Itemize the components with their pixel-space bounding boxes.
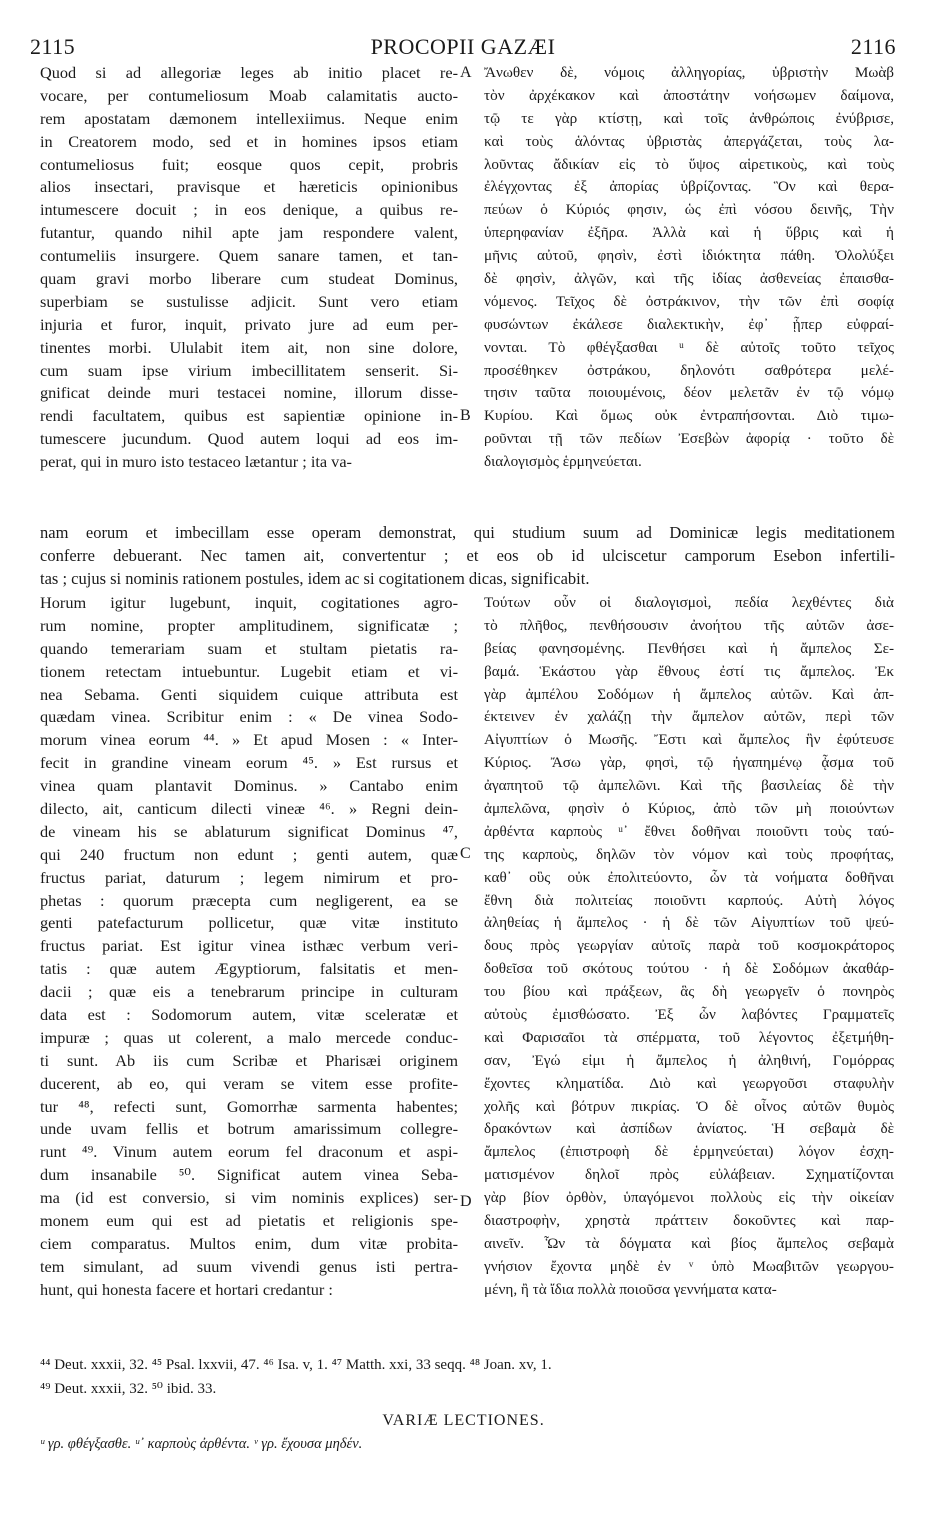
text-line: qui 240 fructum non edunt ; genti autem, quæ [40,844,458,864]
text-line: προσέθηκεν ὀστράκου, δηλονότι σαθρότερα μελέ- [484,361,894,379]
text-line: dacii ; quæ eis a tenebrarum principe in culturam [40,982,458,1002]
text-line: Ἄνωθεν δὲ, νόμοις ἀλληγορίας, ὑβριστὴν Μωὰβ [484,64,894,81]
margin-letter-b: B [460,407,471,424]
footnote-line-1: ⁴⁴ Deut. xxxii, 32. ⁴⁵ Psal. lxxvii, 47. ⁴⁶ Isa. v, 1. ⁴⁷ Matth. xxi, 33 seqq. ⁴⁸ Joan. xv, 1. [40,1357,552,1373]
greek-column-top [484,62,894,474]
text-line: ματισμένον δηλοῖ πρὸς εὐλάβειαν. Σχηματίζονται [484,1166,894,1184]
margin-letter-c: C [460,845,471,862]
text-line: alios insectari, pravisque et hæreticis opinionibus [40,177,458,197]
running-title: PROCOPII GAZÆI [370,34,556,59]
text-line: in Creatorem modo, sed et in homines ipsos etiam [40,131,458,151]
text-line: τὸ πλῆθος, πενθήσουσιν ἀνοήτου τῆς αὐτῶν ἀσε- [484,616,894,634]
text-line: data est : Sodomorum autem, vitæ sceleratæ et [40,1005,458,1025]
text-line: cum suam ipse virium imbecillitatem senserit. Si- [40,360,458,380]
text-line: ἀμπελῶνα, φησὶν ὁ Κύριος, ἀπὸ τῶν μὴ ποιούντων [484,800,894,818]
text-line: tur ⁴⁸, refecti sunt, Gomorrhæ sarmenta habentes; [40,1096,458,1116]
text-line: διαλογισμὸς ἑρμηνεύεται. [484,453,642,471]
text-line: ducerent, ab eo, qui veram se vitem esse profite- [40,1073,458,1093]
text-line: δοθεῖσα τοῦ σκότους τούτου · ἡ δὲ Σοδόμων ἀκαθάρ- [484,960,894,978]
greek-column-bottom [484,592,894,1302]
text-line: contumeliis insurgere. Quem sanare tamen, et tan- [40,246,458,266]
text-line: futantur, quando nihil apte jam respondere valent, [40,223,458,243]
text-line: fructus pariat, daturum ; legem nimirum et pro- [40,867,458,887]
latin-column-bottom [40,592,458,1302]
text-line: dum insanabile ⁵⁰. Significat autem vinea Seba- [40,1165,458,1185]
latin-column-top [40,62,458,474]
variae-lectiones-heading: VARIÆ LECTIONES. [382,1412,545,1429]
text-line: ma (id est conversio, si vim nominis explices) ser- [40,1188,458,1208]
text-line: ἀρθέντα καρποὺς ᵘ᾽ ἔθνει δοθῆναι ποιοῦντι τοὺς ταύ- [484,822,894,840]
text-line: impuræ ; quas ut colerent, a malo mercede conduc- [40,1027,458,1047]
text-line: νονται. Τὸ φθέγξασθαι ᵘ δὲ αὐτοῖς τοῦτο τεῖχος [484,338,894,356]
text-line: έκτεινεν ἐν χαλάζῃ τὴν ἄμπελον αὐτῶν, περὶ τῶν [484,708,894,726]
text-line: αὐτοὺς ἐμισθώσατο. Ἐξ ὧν λαβόντες Γραμματεῖς [484,1006,894,1024]
text-line: unde uvam fellis et botrum amarissimum collegre- [40,1119,458,1139]
text-line: καὶ Φαρισαῖοι τὰ σπέρματα, τοῦ λέγοντος ἐξετμήθη- [484,1028,894,1046]
text-line: morum vinea eorum ⁴⁴. » Et apud Mosen : « Inter- [40,730,458,750]
right-page-number: 2116 [850,34,896,59]
text-line: fecit in grandine vineam eorum ⁴⁵. » Est rursus et [40,753,458,773]
text-line: δους πρὸς γεωργίαν αὐτοῖς παρὰ τοῦ κοσμοκράτορος [484,937,894,955]
text-line: ροῦνται τῇ τῶν πεδίων Ἐσεβὼν ἀφορίᾳ · τοῦτο δὲ [484,430,894,448]
text-line: αινεῖν. Ὧν τὰ δόγματα καὶ βίος ἄμπελος σεβαμὰ [484,1234,894,1252]
text-line: ἄμπελος (ἐπιστροφὴ δὲ ἑρμηνεύεται) λόγον ἐσχη- [484,1143,894,1161]
text-line: Horum igitur lugebunt, inquit, cogitationes agro- [40,593,458,612]
text-line: ἀληθείας ἡ ἄμπελος · ἡ δὲ τῶν Αἰγυπτίων τοῦ ψεύ- [484,914,894,932]
text-line: quam gravi morbo liberare cum studeat Dominus, [40,269,458,289]
text-line: ti sunt. Ab iis cum Scribæ et Pharisæi originem [40,1050,458,1070]
text-line: quædam vinea. Scribitur enim : « De vinea Sodo- [40,707,458,727]
text-line: nam eorum et imbecillam esse operam demonstrat, qui studium suum ad Dominicæ legis meditationem [40,523,895,542]
text-line: tionem retectam intuebuntur. Lugebit etiam et vi- [40,661,458,681]
text-line: χολῆς καὶ βότρυν πικρίας. Ὁ δὲ οἶνος αὐτῶν θυμὸς [484,1097,894,1115]
text-line: γνήσιον ἔχοντα μηδὲ ἐν ᵛ ὑπὸ Μωαβιτῶν γεωργου- [484,1257,894,1275]
text-line: φυσώντων ἐκάλεσε διαλεκτικὴν, ἐφ᾽ ᾗπερ εὐφραί- [484,315,894,333]
text-line: runt ⁴⁹. Vinum autem eorum fel draconum et aspi- [40,1142,458,1162]
text-line: phetas : quorum præcepta cum negligerent, ea se [40,890,458,910]
text-line: injuria et furor, inquit, privato jure ad eum per- [40,314,458,334]
text-line: διαστροφὴν, χρηστὰ πράττειν δοκοῦντες καὶ παρ- [484,1212,894,1230]
text-line: ἀγαπητοῦ τῷ ἀμπελῶνι. Καὶ τῆς βασιλείας δὲ τὴν [484,777,894,795]
text-line: γὰρ ἀμπέλου Σοδόμων ἡ ἄμπελος αὐτῶν. Καὶ ἀπ- [484,685,894,703]
left-page-number: 2115 [30,34,76,59]
text-line: ὑπερηφανίαν ἐξῆρα. Ἀλλὰ καὶ ἡ ὕβρις καὶ ἡ [484,224,894,242]
text-line: τὸν ἀρχέκακον καὶ ἀποστάτην νοήσωμεν δαίμονα, [484,86,894,104]
latin-full-width-paragraph [40,522,895,591]
text-line: tas ; cujus si nominis rationem postules, idem ac si cogitationem dicas, significabit. [40,568,590,588]
text-line: vinea quam plantavit Dominus. » Cantabo enim [40,776,458,796]
text-line: δὲ φησὶν, ἀλγῶν, καὶ τῆς ἰδίας ἀσθενείας ἐπαισθα- [484,270,894,288]
text-line: λοῦντας ἄδικίαν εἰς τὸ ὕψος αἱρετικοὺς, καὶ τοὺς [484,155,894,173]
text-line: rendi facultatem, quibus est sapientiæ opinione in- [40,406,458,426]
text-line: Quod si ad allegoriæ leges ab initio placet re- [40,63,458,82]
text-line: tem simulant, ad suum vivendi genus isti pertra- [40,1256,458,1276]
text-line: nea Sebama. Genti siquidem cuique attributa est [40,684,458,704]
text-line: Τούτων οὖν οἱ διαλογισμοὶ, πεδία λεχθέντες διὰ [484,594,894,611]
text-line: perat, qui in muro isto testaceo lætantur ; ita va- [40,452,352,472]
text-line: Κύριος. Ἄσω γὰρ, φησὶ, τῷ ἠγαπημένῳ ᾆσμα τοῦ [484,754,894,772]
text-line: Κυρίου. Καὶ ὅμως οὐκ ἐντραπήσονται. Διὸ τιμω- [484,407,894,425]
text-line: ἔχοντες κληματίδα. Διὸ καὶ γεωργοῦσι σταφυλὴν [484,1074,894,1092]
text-line: τησιν ταῦτα ποιουμένοις, δέον μελετᾶν ἐν τῷ νόμῳ [484,384,894,402]
text-line: de vineam his se ablaturum significat Dominus ⁴⁷, [40,821,458,841]
variae-lectiones-notes: ᵘ γρ. φθέγξασθε. ᵘ᾽ καρποὺς ἀρθέντα. ᵛ γρ. ἔχουσα μηδέν. [40,1436,363,1452]
text-line: της καρποὺς, δηλῶν τὸν νόμον καὶ τοὺς προφήτας, [484,845,894,863]
text-line: vocare, per contumeliosum Moab calamitatis aucto- [40,85,458,105]
text-line: μένη, ἢ τὰ ἴδια πολλὰ ποιοῦσα γεννήματα κατα- [484,1280,777,1298]
text-line: βείας φανησομένης. Πενθήσει καὶ ἡ ἄμπελος Σε- [484,639,894,657]
text-line: μῆνις αὐτοῦ, φησὶν, ἐστὶ ἰδιόκτητα πάθη. Ὀλολύξει [484,247,894,265]
text-line: βαμά. Ἑκάστου γὰρ ἔθνους ἐστί τις ἄμπελος. Ἐκ [484,662,894,680]
text-line: tatis : quæ autem Ægyptiorum, falsitatis et men- [40,959,458,979]
text-line: tumescere jucundum. Quod autem loqui ad eos im- [40,429,458,449]
text-line: conferre debuerant. Nec tamen ait, convertentur ; et eos ob id ulciscetur camporum Esebon infertili- [40,545,895,565]
text-line: superbiam se sustulisse adjicit. Sunt vero etiam [40,291,458,311]
text-line: γὰρ βίον ὀρθὸν, ὑπαγόμενοι πολλοὺς εἰς τὴν οἰκείαν [484,1189,894,1207]
text-line: gnificat deinde muri testacei nomine, illorum disse- [40,383,458,403]
text-line: ἐλέγχοντας ἐξ ἀπορίας ὑβρίζοντας. Ὃν καὶ θερα- [484,178,894,196]
text-line: τῷ τε γὰρ κτίστῃ, καὶ τοῖς ἀνθρώποις ἐνύβρισε, [484,109,894,127]
footnote-line-2: ⁴⁹ Deut. xxxii, 32. ⁵⁰ ibid. 33. [40,1381,217,1397]
text-line: καθ᾽ οὓς οὐκ ἐπολιτεύοντο, ὧν τὰ νοήματα δοθῆναι [484,868,894,886]
text-line: fructus pariat. Est igitur vinea isthæc verbum veri- [40,936,458,956]
text-line: ἔθνη διὰ πολιτείας ποιοῦντι καρπούς. Αὐτὴ λόγος [484,891,894,909]
text-line: contumeliosus fuit; eosque quos cepit, probris [40,154,458,174]
text-line: rem apostatam dæmonem intellexiimus. Neque enim [40,108,458,128]
text-line: monem eum qui est ad pietatis et religionis spe- [40,1211,458,1231]
text-line: hunt, qui honesta facere et hortari credantur : [40,1279,333,1299]
text-line: rum nomine, propter amplitudinem, significatæ ; [40,615,458,635]
text-line: του βίου καὶ πράξεων, ἃς δὴ γεωργεῖν ὁ πονηρὸς [484,983,894,1001]
margin-letter-a: A [460,64,472,81]
text-line: genti patefacturum pollicetur, quæ vitæ instituto [40,913,458,933]
text-line: tinentes morbi. Ululabit item ait, non sine dolore, [40,337,458,357]
text-line: πεύων ὁ Κύριός φησιν, ὡς ἐπὶ νόσου δεινῆς, Τὴν [484,201,894,219]
text-line: intumescere docuit ; in eos denique, a quibus re- [40,200,458,220]
text-line: dilecto, ait, canticum dilecti vineæ ⁴⁶. » Regni dein- [40,799,458,819]
text-line: καὶ τοὺς ἁλόντας ὑβριστὰς ἀπεργάζεται, τοὺς λα- [484,132,894,150]
margin-letter-d: D [460,1193,472,1210]
text-line: νόμενος. Τεῖχος δὲ ὀστράκινον, τὴν τῶν ἐπὶ σοφίᾳ [484,292,894,310]
text-line: δρακόντων καὶ ἀσπίδων ἀνίατος. Ἡ σεβαμὰ δὲ [484,1120,894,1138]
text-line: Αἰγυπτίων ὁ Μωσῆς. Ἔστι καὶ ἄμπελος ἣν ἐφύτευσε [484,731,894,749]
running-header [30,34,896,64]
text-line: quando temerariam suam et stultam pietatis ra- [40,638,458,658]
text-line: σαν, Ἐγώ εἰμι ἡ ἄμπελος ἡ ἀληθινή, Γομόρρας [484,1051,894,1069]
text-line: ciem comparatus. Multos enim, dum vitæ probita- [40,1233,458,1253]
